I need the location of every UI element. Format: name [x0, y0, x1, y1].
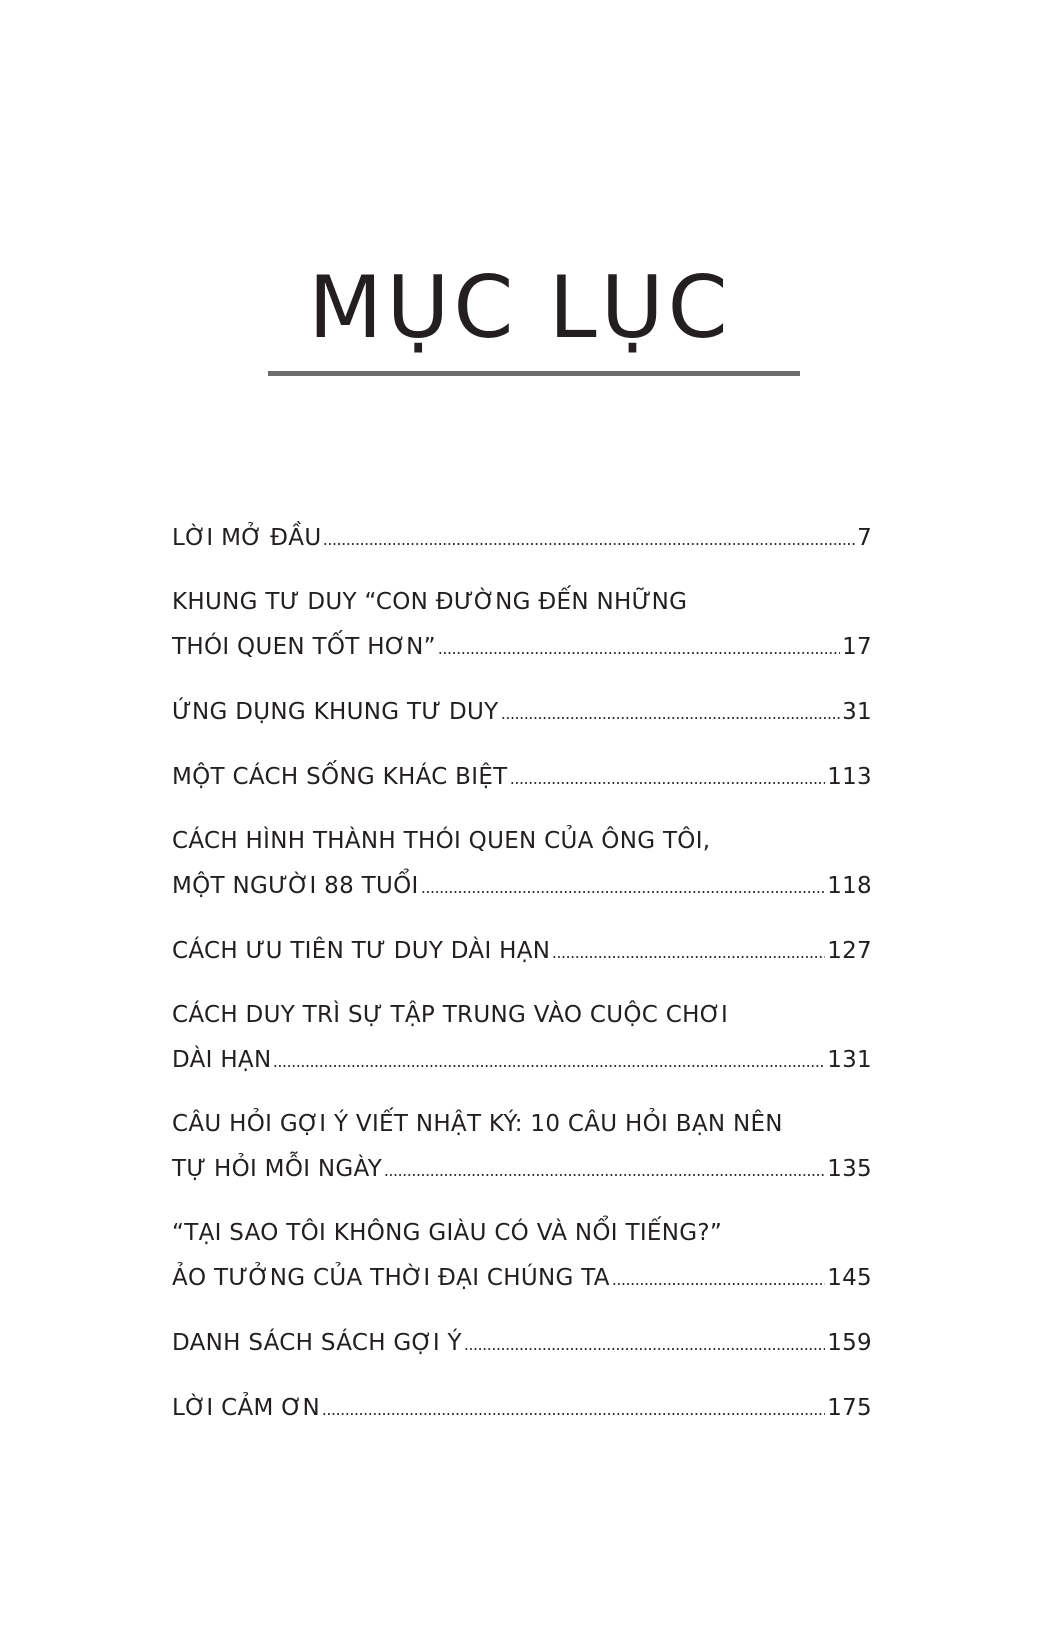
- toc-entry-line: [172, 1037, 872, 1082]
- toc-entry: [172, 1385, 872, 1430]
- toc-entry-page: 127: [827, 938, 872, 964]
- toc-entry-title: THÓI QUEN TỐT HƠN”: [172, 634, 436, 660]
- toc-entry-page: 145: [827, 1265, 872, 1291]
- toc-entry-line: [172, 754, 872, 799]
- toc-entry: [172, 580, 872, 669]
- toc-entry: [172, 1320, 872, 1365]
- table-of-contents: [172, 515, 872, 1450]
- toc-entry-title: DANH SÁCH SÁCH GỢI Ý: [172, 1330, 462, 1356]
- toc-entry-page: 7: [857, 525, 872, 551]
- toc-entry-page: 113: [827, 764, 872, 790]
- toc-entry-line: [172, 1255, 872, 1300]
- toc-entry-title: TỰ HỎI MỖI NGÀY: [172, 1156, 383, 1182]
- toc-entry: [172, 993, 872, 1082]
- toc-entry-title-line: “TẠI SAO TÔI KHÔNG GIÀU CÓ VÀ NỔI TIẾNG?”: [172, 1220, 723, 1246]
- toc-entry-line: [172, 624, 872, 669]
- toc-entry-line: [172, 1320, 872, 1365]
- toc-entry-line: [172, 515, 872, 560]
- dot-leader: [464, 1326, 825, 1356]
- toc-entry-line: [172, 689, 872, 734]
- toc-entry: [172, 928, 872, 973]
- toc-entry-page: 31: [842, 699, 872, 725]
- toc-entry-title-line: CÂU HỎI GỢI Ý VIẾT NHẬT KÝ: 10 CÂU HỎI BẠN NÊN: [172, 1111, 783, 1137]
- toc-entry-line: [172, 863, 872, 908]
- toc-entry-line: [172, 928, 872, 973]
- dot-leader: [384, 1152, 825, 1182]
- dot-leader: [552, 934, 825, 964]
- toc-entry-page: 118: [827, 873, 872, 899]
- toc-entry-page: 17: [842, 634, 872, 660]
- toc-entry-title-line: KHUNG TƯ DUY “CON ĐƯỜNG ĐẾN NHỮNG: [172, 589, 688, 615]
- toc-entry-title: LỜI CẢM ƠN: [172, 1395, 321, 1421]
- toc-entry-title: MỘT NGƯỜI 88 TUỔI: [172, 873, 419, 899]
- toc-entry-title: ỨNG DỤNG KHUNG TƯ DUY: [172, 699, 499, 725]
- dot-leader: [323, 521, 855, 551]
- toc-entry-line: [172, 1385, 872, 1430]
- toc-entry-page: 159: [827, 1330, 872, 1356]
- toc-entry: [172, 754, 872, 799]
- toc-entry-title: MỘT CÁCH SỐNG KHÁC BIỆT: [172, 764, 508, 790]
- toc-entry-page: 131: [827, 1047, 872, 1073]
- toc-entry-title-line: CÁCH HÌNH THÀNH THÓI QUEN CỦA ÔNG TÔI,: [172, 828, 711, 854]
- toc-entry: [172, 1102, 872, 1191]
- toc-entry: [172, 1211, 872, 1300]
- toc-entry-title: DÀI HẠN: [172, 1047, 272, 1073]
- dot-leader: [438, 630, 840, 660]
- toc-entry-page: 135: [827, 1156, 872, 1182]
- dot-leader: [421, 869, 826, 899]
- toc-entry-line: [172, 1146, 872, 1191]
- dot-leader: [510, 760, 826, 790]
- toc-entry: [172, 689, 872, 734]
- toc-entry-title: ẢO TƯỞNG CỦA THỜI ĐẠI CHÚNG TA: [172, 1265, 610, 1291]
- dot-leader: [501, 695, 841, 725]
- toc-entry-title: CÁCH ƯU TIÊN TƯ DUY DÀI HẠN: [172, 938, 551, 964]
- toc-entry-title: LỜI MỞ ĐẦU: [172, 525, 322, 551]
- title-underline: [268, 371, 800, 376]
- dot-leader: [322, 1391, 825, 1421]
- toc-entry: [172, 819, 872, 908]
- dot-leader: [612, 1261, 825, 1291]
- toc-entry-page: 175: [827, 1395, 872, 1421]
- page-title: MỤC LỤC: [308, 258, 732, 358]
- dot-leader: [273, 1043, 825, 1073]
- toc-entry-title-line: CÁCH DUY TRÌ SỰ TẬP TRUNG VÀO CUỘC CHƠI: [172, 1002, 729, 1028]
- toc-entry: [172, 515, 872, 560]
